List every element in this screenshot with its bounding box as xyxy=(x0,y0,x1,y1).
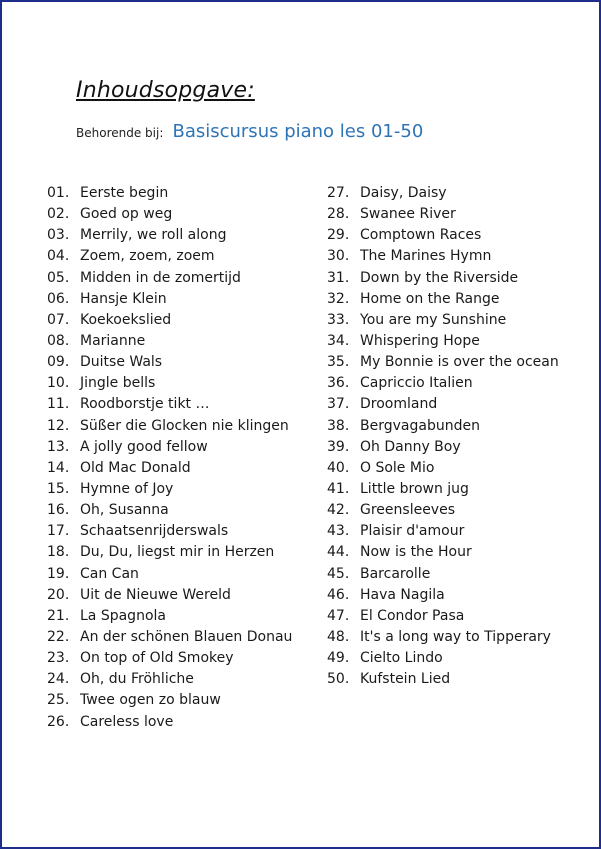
toc-entry xyxy=(327,606,559,627)
toc-entry xyxy=(47,416,292,437)
toc-entry-number: 01. xyxy=(47,185,70,201)
toc-entry xyxy=(47,437,292,458)
toc-entry xyxy=(47,521,292,542)
toc-entry-title: Capriccio Italien xyxy=(360,375,473,392)
toc-entry-title: A jolly good fellow xyxy=(80,438,208,455)
toc-entry-number: 41. xyxy=(327,480,350,497)
toc-entry-number: 15. xyxy=(47,480,70,497)
toc-entry-number: 48. xyxy=(327,628,350,645)
toc-entry-title: Oh, Susanna xyxy=(80,502,169,519)
toc-entry-title: Koekoekslied xyxy=(80,311,172,328)
toc-entry-number: 38. xyxy=(327,417,350,434)
toc-entry xyxy=(327,479,559,500)
subtitle-row xyxy=(76,121,423,142)
page-title: Inhoudsopgave: xyxy=(76,78,255,103)
toc-entry xyxy=(327,648,559,669)
toc-entry xyxy=(47,352,292,373)
toc-entry-title: Daisy, Daisy xyxy=(360,185,447,201)
toc-entry-title: Barcarolle xyxy=(360,565,431,582)
toc-entry-number: 36. xyxy=(327,375,350,392)
toc-entry-number: 16. xyxy=(47,502,70,519)
toc-column-right xyxy=(327,183,559,690)
toc-entry-title: Schaatsenrijderswals xyxy=(80,523,229,540)
toc-entry xyxy=(47,648,292,669)
toc-entry-number: 46. xyxy=(327,586,350,603)
toc-entry-title: Marianne xyxy=(80,332,146,349)
toc-entry-number: 25. xyxy=(47,692,70,709)
toc-entry-number: 50. xyxy=(327,671,350,688)
toc-entry xyxy=(327,669,559,690)
toc-entry-title: Uit de Nieuwe Wereld xyxy=(80,586,231,603)
toc-entry-title: My Bonnie is over the ocean xyxy=(360,354,559,371)
toc-entry-number: 24. xyxy=(47,671,70,688)
toc-entry-title: El Condor Pasa xyxy=(360,607,465,624)
toc-entry-title: O Sole Mio xyxy=(360,459,435,476)
toc-entry-number: 21. xyxy=(47,607,70,624)
toc-entry xyxy=(47,373,292,394)
toc-entry xyxy=(47,479,292,500)
toc-entry-number: 34. xyxy=(327,332,350,349)
toc-entry-number: 32. xyxy=(327,290,350,307)
toc-entry-number: 43. xyxy=(327,523,350,540)
toc-entry xyxy=(327,394,559,415)
toc-entry xyxy=(47,606,292,627)
toc-entry-title: Eerste begin xyxy=(80,185,169,201)
toc-entry-title: Droomland xyxy=(360,396,438,413)
toc-entry-number: 44. xyxy=(327,544,350,561)
toc-entry xyxy=(47,331,292,352)
toc-entry-title: Cielto Lindo xyxy=(360,650,443,667)
toc-entry xyxy=(327,521,559,542)
toc-entry xyxy=(47,542,292,563)
toc-entry xyxy=(47,204,292,225)
toc-entry xyxy=(47,289,292,310)
toc-entry-number: 42. xyxy=(327,502,350,519)
toc-entry xyxy=(327,373,559,394)
toc-entry-title: Midden in de zomertijd xyxy=(80,269,241,286)
toc-entry-number: 35. xyxy=(327,354,350,371)
toc-entry-title: Can Can xyxy=(80,565,139,582)
toc-entry-number: 23. xyxy=(47,650,70,667)
toc-entry-number: 07. xyxy=(47,311,70,328)
toc-entry-number: 14. xyxy=(47,459,70,476)
toc-entry-number: 27. xyxy=(327,185,350,201)
toc-entry-title: Twee ogen zo blauw xyxy=(80,692,221,709)
toc-entry-title: Careless love xyxy=(80,713,174,730)
toc-entry-title: Whispering Hope xyxy=(360,332,480,349)
toc-entry xyxy=(47,500,292,521)
course-title: Basiscursus piano les 01-50 xyxy=(172,121,424,142)
toc-entry-title: Süßer die Glocken nie klingen xyxy=(80,417,289,434)
toc-entry xyxy=(47,627,292,648)
toc-entry-title: On top of Old Smokey xyxy=(80,650,234,667)
toc-entry-number: 39. xyxy=(327,438,350,455)
toc-entry-number: 28. xyxy=(327,206,350,223)
toc-entry-title: Swanee River xyxy=(360,206,456,223)
toc-entry-title: An der schönen Blauen Donau xyxy=(80,628,293,645)
toc-entry xyxy=(327,416,559,437)
toc-entry-number: 37. xyxy=(327,396,350,413)
toc-entry-number: 26. xyxy=(47,713,70,730)
toc-entry-title: Now is the Hour xyxy=(360,544,472,561)
toc-entry-title: Du, Du, liegst mir in Herzen xyxy=(80,544,275,561)
toc-entry-number: 30. xyxy=(327,248,350,265)
toc-entry-number: 22. xyxy=(47,628,70,645)
toc-entry-title: Down by the Riverside xyxy=(360,269,519,286)
toc-entry-number: 09. xyxy=(47,354,70,371)
toc-entry-title: Jingle bells xyxy=(80,375,156,392)
toc-entry-title: Hansje Klein xyxy=(80,290,167,307)
toc-entry-number: 18. xyxy=(47,544,70,561)
toc-entry-title: Bergvagabunden xyxy=(360,417,480,434)
toc-entry-title: Little brown jug xyxy=(360,480,469,497)
toc-entry-number: 45. xyxy=(327,565,350,582)
toc-entry-number: 05. xyxy=(47,269,70,286)
toc-entry-number: 19. xyxy=(47,565,70,582)
toc-entry-number: 06. xyxy=(47,290,70,307)
toc-entry xyxy=(327,500,559,521)
toc-entry xyxy=(327,352,559,373)
toc-entry xyxy=(327,225,559,246)
toc-entry xyxy=(47,268,292,289)
toc-entry-number: 49. xyxy=(327,650,350,667)
toc-entry xyxy=(327,268,559,289)
subtitle-label: Behorende bij: xyxy=(76,126,164,140)
toc-entry xyxy=(327,246,559,267)
toc-entry-title: It's a long way to Tipperary xyxy=(360,628,551,645)
toc-entry-number: 11. xyxy=(47,396,70,413)
toc-entry xyxy=(327,289,559,310)
toc-entry-title: The Marines Hymn xyxy=(360,248,492,265)
toc-entry xyxy=(47,585,292,606)
toc-entry-number: 31. xyxy=(327,269,350,286)
toc-entry xyxy=(327,183,559,204)
toc-entry-number: 03. xyxy=(47,227,70,244)
toc-entry-title: Hymne of Joy xyxy=(80,480,174,497)
toc-entry-title: Duitse Wals xyxy=(80,354,163,371)
toc-entry-title: Greensleeves xyxy=(360,502,455,519)
toc-entry-title: Zoem, zoem, zoem xyxy=(80,248,215,265)
toc-column-left xyxy=(47,183,292,733)
toc-entry-title: Oh, du Fröhliche xyxy=(80,671,194,688)
toc-entry xyxy=(47,690,292,711)
toc-entry xyxy=(327,310,559,331)
toc-entry xyxy=(47,669,292,690)
toc-entry-title: Goed op weg xyxy=(80,206,173,223)
toc-entry-title: Oh Danny Boy xyxy=(360,438,461,455)
toc-entry-title: Comptown Races xyxy=(360,227,482,244)
toc-entry-number: 47. xyxy=(327,607,350,624)
toc-entry xyxy=(327,542,559,563)
toc-entry-title: Old Mac Donald xyxy=(80,459,191,476)
toc-entry-number: 17. xyxy=(47,523,70,540)
toc-entry xyxy=(47,394,292,415)
toc-entry xyxy=(327,204,559,225)
toc-entry xyxy=(47,564,292,585)
toc-entry-number: 13. xyxy=(47,438,70,455)
toc-entry-number: 20. xyxy=(47,586,70,603)
toc-entry xyxy=(327,585,559,606)
toc-entry-title: Roodborstje tikt … xyxy=(80,396,210,413)
toc-entry-number: 29. xyxy=(327,227,350,244)
toc-entry xyxy=(47,183,292,204)
toc-entry-number: 40. xyxy=(327,459,350,476)
toc-entry-number: 33. xyxy=(327,311,350,328)
toc-entry-number: 08. xyxy=(47,332,70,349)
toc-entry xyxy=(327,564,559,585)
toc-entry xyxy=(327,458,559,479)
toc-entry-title: Kufstein Lied xyxy=(360,671,451,688)
toc-entry-title: Home on the Range xyxy=(360,290,500,307)
toc-entry-title: You are my Sunshine xyxy=(360,311,507,328)
toc-entry xyxy=(47,712,292,733)
toc-entry-number: 04. xyxy=(47,248,70,265)
toc-entry xyxy=(47,225,292,246)
toc-entry-title: Merrily, we roll along xyxy=(80,227,227,244)
toc-entry-number: 10. xyxy=(47,375,70,392)
toc-entry xyxy=(47,458,292,479)
toc-entry xyxy=(327,437,559,458)
toc-entry-title: La Spagnola xyxy=(80,607,166,624)
toc-entry-number: 12. xyxy=(47,417,70,434)
toc-entry-title: Hava Nagila xyxy=(360,586,445,603)
toc-entry xyxy=(47,246,292,267)
toc-entry xyxy=(327,331,559,352)
toc-entry-title: Plaisir d'amour xyxy=(360,523,465,540)
toc-entry xyxy=(47,310,292,331)
toc-entry-number: 02. xyxy=(47,206,70,223)
toc-entry xyxy=(327,627,559,648)
